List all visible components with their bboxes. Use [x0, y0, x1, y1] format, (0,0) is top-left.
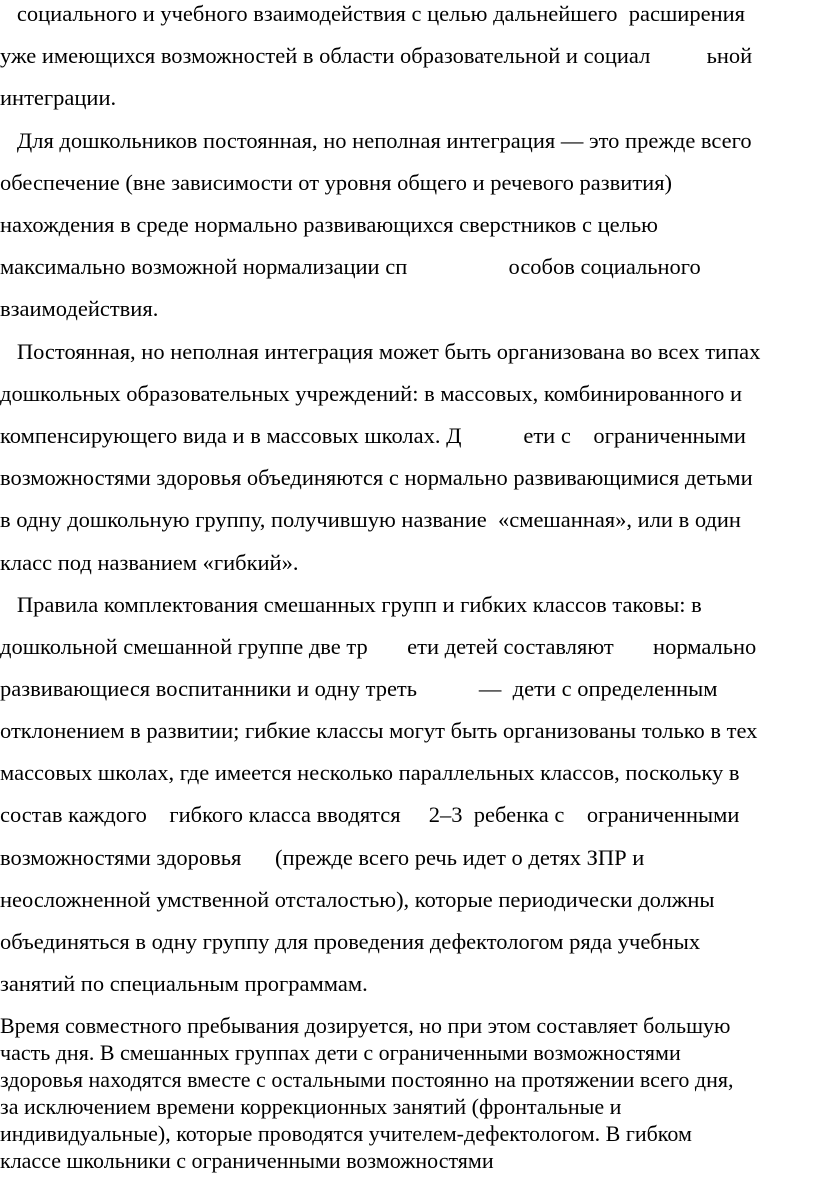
text-line: Постоянная, но неполная интеграция может быть организована во всех типах — [0, 339, 761, 364]
text-line: массовых школах, где имеется несколько параллельных классов, поскольку в — [0, 760, 740, 785]
text-line: неосложненной умственной отсталостью), которые периодически должны — [0, 887, 715, 912]
text-line: нахождения в среде нормально развивающихся сверстников с целью — [0, 212, 658, 237]
text-line: класс под названием «гибкий». — [0, 550, 299, 575]
text-line: Правила комплектования смешанных групп и гибких классов таковы: в — [0, 592, 702, 617]
text-line: объединяться в одну группу для проведения дефектологом ряда учебных — [0, 929, 701, 954]
text-line: занятий по специальным программам. — [0, 971, 368, 996]
text-line: максимально возможной нормализации сп особов социального — [0, 254, 701, 279]
text-line: здоровья находятся вместе с остальными постоянно на протяжении всего дня, — [0, 1067, 734, 1092]
text-line: социального и учебного взаимодействия с целью дальнейшего расширения — [0, 1, 746, 26]
text-line: дошкольной смешанной группе две тр ети детей составляют нормально — [0, 634, 757, 659]
text-line: уже имеющихся возможностей в области образовательной и социал ьной — [0, 43, 753, 68]
text-line: отклонением в развитии; гибкие классы могут быть организованы только в тех — [0, 718, 758, 743]
text-line: интеграции. — [0, 85, 117, 110]
text-line: Время совместного пребывания дозируется, но при этом составляет большую — [0, 1013, 731, 1038]
text-line: в одну дошкольную группу, получившую название «смешанная», или в один — [0, 507, 741, 532]
text-line: возможностями здоровья объединяются с нормально развивающимися детьми — [0, 465, 753, 490]
text-line: развивающиеся воспитанники и одну треть — дети с определенным — [0, 676, 718, 701]
text-line: часть дня. В смешанных группах дети с ограниченными возможностями — [0, 1040, 681, 1065]
text-line: Для дошкольников постоянная, но неполная интеграция — это прежде всего — [0, 128, 752, 153]
text-line: за исключением времени коррекционных занятий (фронтальные и — [0, 1094, 622, 1119]
text-line: классе школьники с ограниченными возможностями — [0, 1148, 494, 1173]
text-line: дошкольных образовательных учреждений: в массовых, комбинированного и — [0, 381, 743, 406]
text-line: возможностями здоровья (прежде всего речь идет о детях ЗПР и — [0, 845, 645, 870]
text-line: индивидуальные), которые проводятся учителем-дефектологом. В гибком — [0, 1121, 692, 1146]
text-line: обеспечение (вне зависимости от уровня общего и речевого развития) — [0, 170, 673, 195]
text-line: состав каждого гибкого класса вводятся 2–3 ребенка с ограниченными — [0, 802, 740, 827]
text-line: взаимодействия. — [0, 296, 159, 321]
text-line: компенсирующего вида и в массовых школах. Д ети с ограниченными — [0, 423, 746, 448]
